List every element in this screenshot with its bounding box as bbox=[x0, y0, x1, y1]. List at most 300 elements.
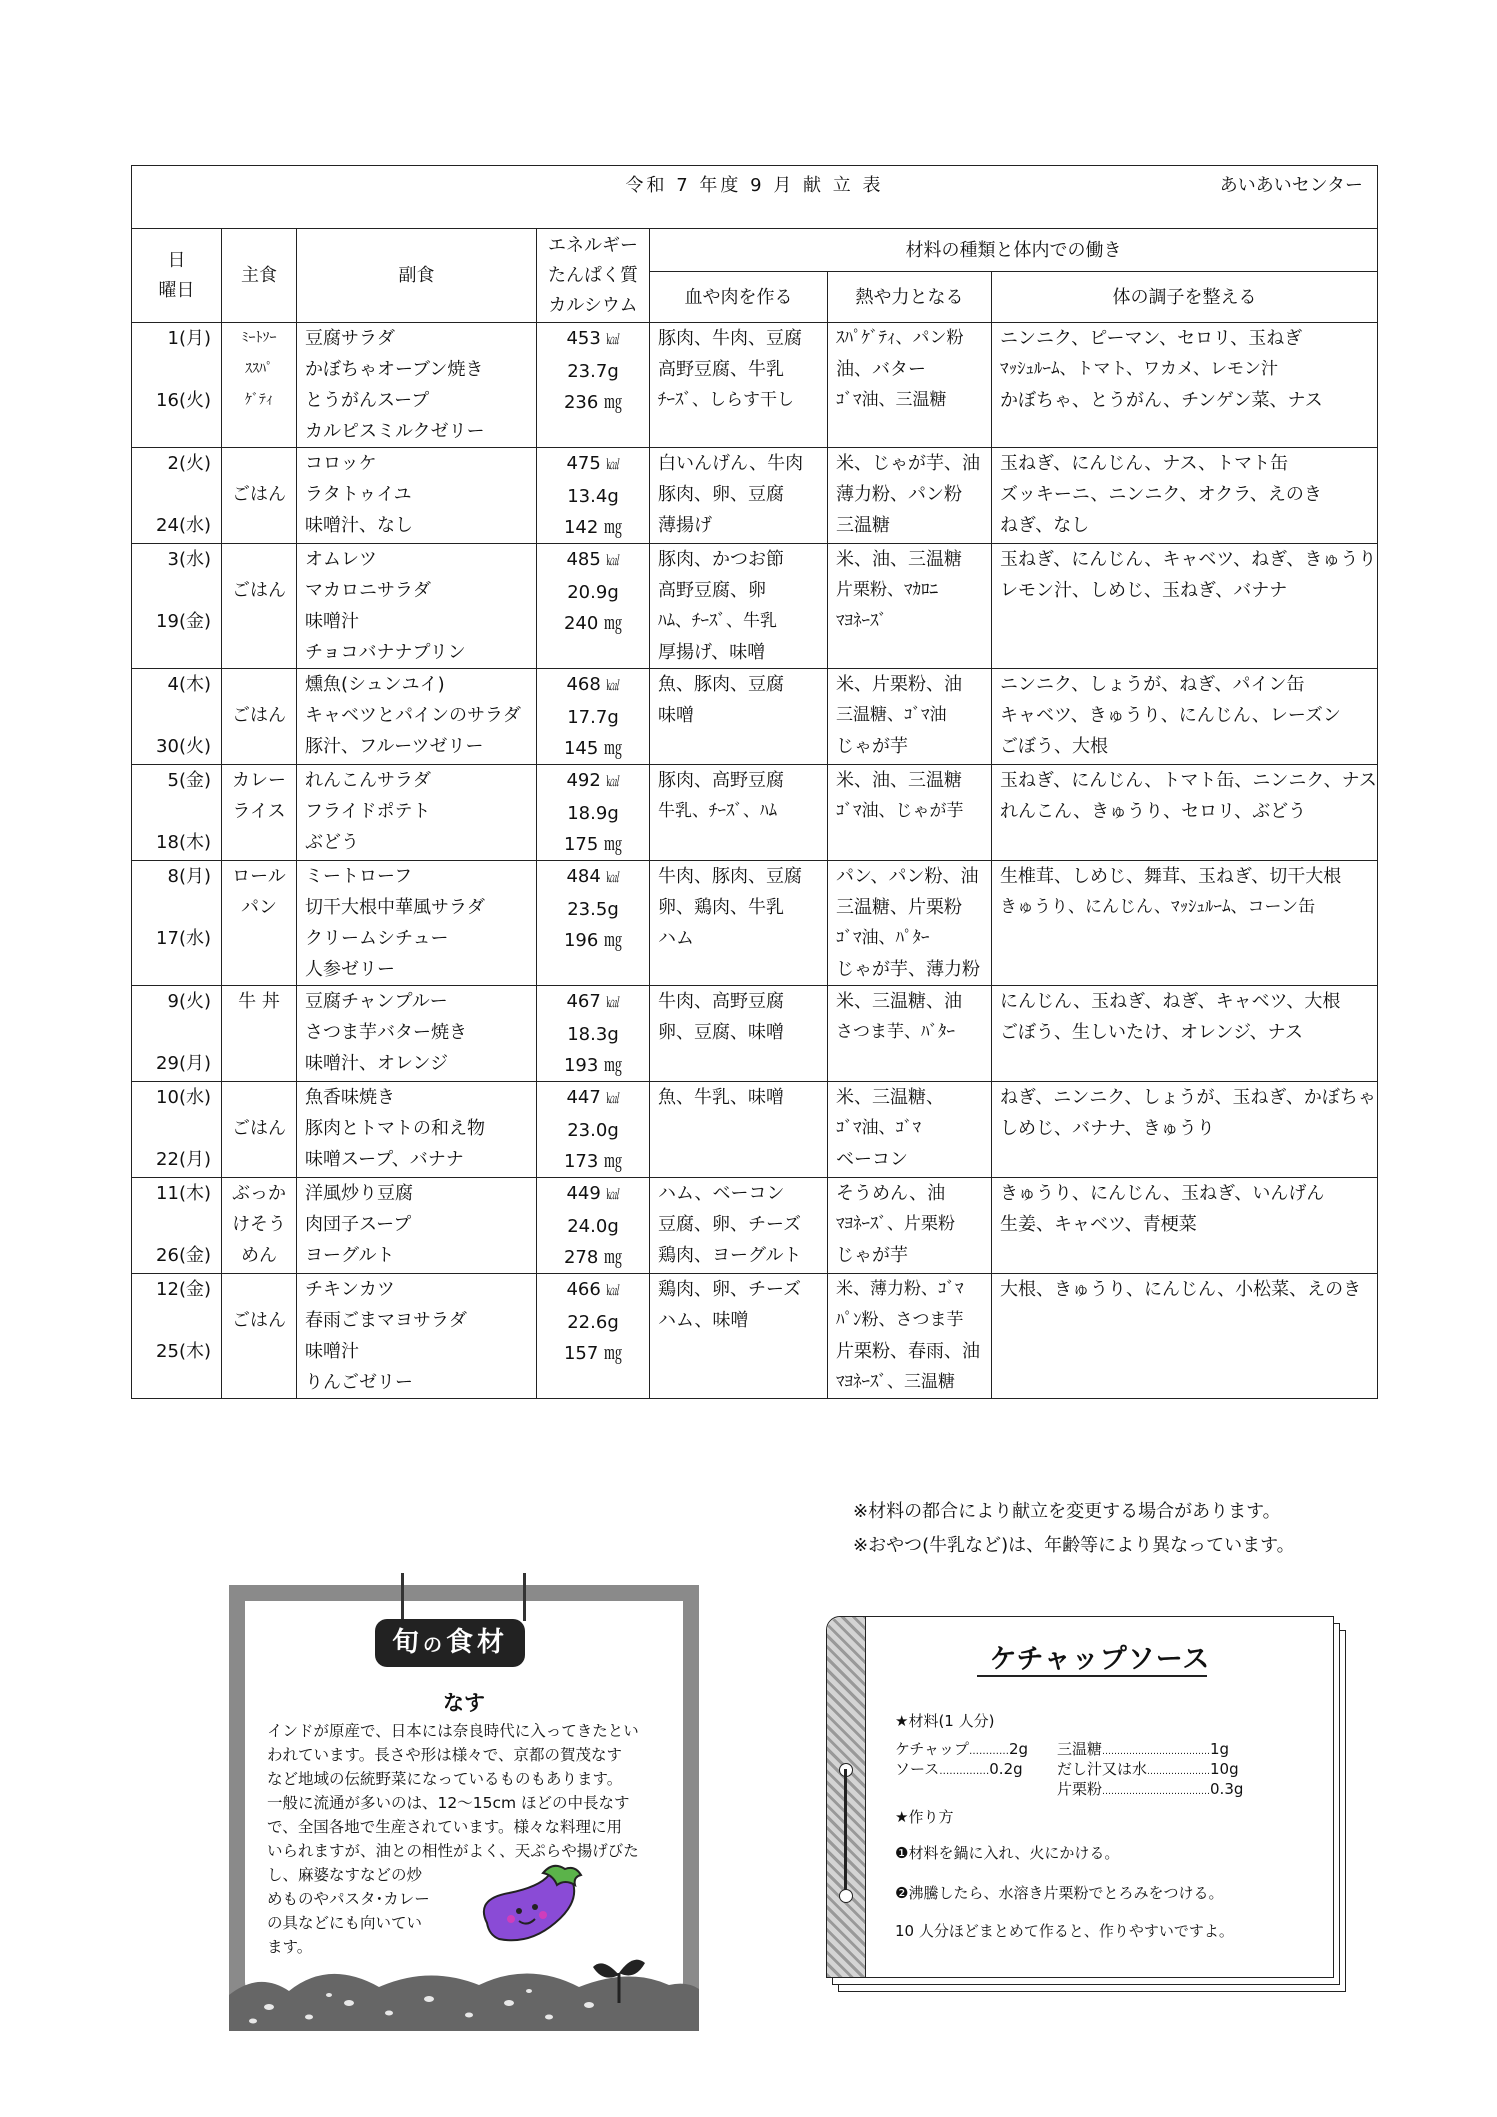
ingredient-amount: 10g bbox=[1210, 1760, 1239, 1778]
blood-ingredients-line: 鶏肉、卵、チーズ bbox=[658, 1279, 802, 1300]
staple-line: ロール bbox=[232, 866, 286, 887]
blood-ingredients-line: 卵、豆腐、味噌 bbox=[658, 1022, 784, 1043]
day-cell bbox=[132, 448, 222, 544]
energy-number: 475 bbox=[566, 453, 601, 474]
energy-ingredients bbox=[828, 544, 992, 669]
spacer bbox=[226, 1274, 292, 1305]
nutrition-cell bbox=[537, 986, 650, 1082]
day-first: 5(金) bbox=[167, 770, 211, 791]
ingredient-name: ケチャップ bbox=[895, 1740, 969, 1758]
condition-ingredients-line: 生椎茸、しめじ、舞茸、玉ねぎ、切干大根 bbox=[1000, 866, 1342, 887]
header-nut-calcium: カルシウム bbox=[548, 294, 638, 316]
staple-cell bbox=[222, 1274, 297, 1399]
day-second: 26(金) bbox=[156, 1245, 211, 1266]
staple-cell bbox=[222, 861, 297, 986]
side-dish-cell bbox=[297, 1082, 537, 1178]
energy-unit: ㎉ bbox=[606, 333, 620, 348]
side-dish: ミートローフ bbox=[305, 866, 413, 887]
blood-ingredients-line: 薄揚げ bbox=[658, 515, 712, 536]
header-day-bottom: 曜日 bbox=[158, 279, 195, 301]
energy-ingredients-line: ﾏﾖﾈｰｽﾞ、三温糖 bbox=[836, 1372, 955, 1392]
blood-ingredients-line: 白いんげん、牛肉 bbox=[658, 453, 804, 474]
condition-ingredients bbox=[992, 323, 1378, 448]
side-dish: 味噌汁、なし bbox=[305, 515, 413, 536]
ingredient-name: 片栗粉 bbox=[1057, 1780, 1103, 1798]
side-dish: かぼちゃオーブン焼き bbox=[305, 359, 484, 380]
condition-ingredients-line: しめじ、バナナ、きゅうり bbox=[1000, 1118, 1215, 1139]
energy-ingredients-line: 三温糖、片栗粉 bbox=[836, 897, 962, 918]
seasonal-topic: なす bbox=[443, 1691, 485, 1715]
side-dish: ラタトゥイユ bbox=[305, 484, 412, 505]
side-dish: オムレツ bbox=[305, 549, 377, 570]
condition-ingredients-line: レモン汁、しめじ、玉ねぎ、バナナ bbox=[1000, 580, 1288, 601]
ingredient-dots: ………………… bbox=[1147, 1767, 1211, 1777]
calcium-value: 173 ㎎ bbox=[563, 1151, 623, 1172]
protein-value: 13.4g bbox=[567, 486, 619, 507]
condition-ingredients-line: にんじん、玉ねぎ、ねぎ、キャベツ、大根 bbox=[1000, 991, 1341, 1012]
header-nutrition bbox=[537, 229, 650, 323]
energy-unit: ㎉ bbox=[606, 775, 620, 790]
seasonal-text-line: など地域の伝統野菜になっているものもあります。 bbox=[267, 1770, 623, 1788]
staple-cell bbox=[222, 986, 297, 1082]
side-dish: コロッケ bbox=[305, 453, 377, 474]
nutrition-cell bbox=[537, 1274, 650, 1399]
energy-ingredients-line: 米、油、三温糖 bbox=[836, 549, 962, 570]
staple-line: ごはん bbox=[232, 484, 286, 505]
energy-unit: ㎉ bbox=[606, 871, 620, 886]
day-cell bbox=[132, 669, 222, 765]
day-second: 19(金) bbox=[156, 611, 211, 632]
seasonal-text-line: インドが原産で、日本には奈良時代に入ってきたとい bbox=[267, 1722, 639, 1740]
side-dish: 味噌汁 bbox=[305, 1341, 359, 1362]
energy-ingredients-line: ｺﾞﾏ油、じゃが芋 bbox=[836, 801, 964, 821]
table-row bbox=[132, 1274, 1378, 1399]
blood-ingredients bbox=[650, 544, 828, 669]
calcium-value: 240 ㎎ bbox=[563, 613, 623, 634]
seasonal-text-line: し、麻婆なすなどの炒 bbox=[267, 1866, 423, 1884]
menu-title: 令和 7 年度 9 月 献 立 表 bbox=[625, 175, 884, 196]
side-dish: れんこんサラダ bbox=[305, 770, 431, 791]
day-cell bbox=[132, 765, 222, 861]
ingredient-dots: ……………………………… bbox=[1102, 1747, 1211, 1757]
calcium-value: 196 ㎎ bbox=[563, 930, 623, 951]
nutrition-cell bbox=[537, 861, 650, 986]
day-cell bbox=[132, 544, 222, 669]
staple-line: ぶっか bbox=[232, 1183, 286, 1204]
sign-text: 食材 bbox=[446, 1627, 508, 1658]
energy-number: 467 bbox=[566, 991, 601, 1012]
recipe-method-heading: ★作り方 bbox=[895, 1808, 954, 1826]
header-staple: 主食 bbox=[222, 229, 297, 323]
blood-ingredients-line: 高野豆腐、卵 bbox=[658, 580, 766, 601]
seasonal-text-line: の具などにも向いてい bbox=[267, 1914, 423, 1932]
energy-unit: ㎉ bbox=[606, 679, 620, 694]
energy-ingredients-line: ﾊﾟﾝ粉、さつま芋 bbox=[836, 1310, 964, 1330]
recipe-title-underline bbox=[977, 1675, 1207, 1677]
energy-ingredients-line: ｺﾞﾏ油、三温糖 bbox=[836, 390, 947, 410]
condition-ingredients bbox=[992, 861, 1378, 986]
blood-ingredients-line: 高野豆腐、牛乳 bbox=[658, 359, 784, 380]
ingredient-name: ソース bbox=[895, 1760, 940, 1778]
side-dish: ヨーグルト bbox=[305, 1245, 395, 1266]
protein-value: 22.6g bbox=[567, 1312, 619, 1333]
blood-ingredients-line: 魚、豚肉、豆腐 bbox=[658, 674, 784, 695]
condition-ingredients-line: ねぎ、なし bbox=[1000, 515, 1090, 536]
condition-ingredients-line: キャベツ、きゅうり、にんじん、レーズン bbox=[1000, 705, 1341, 726]
side-dish: クリームシチュー bbox=[305, 928, 449, 949]
blood-ingredients-line: 豚肉、かつお節 bbox=[658, 549, 784, 570]
recipe-materials-heading: ★材料(1 人分) bbox=[895, 1712, 995, 1730]
energy-value bbox=[545, 669, 641, 702]
protein-value: 18.3g bbox=[567, 1024, 619, 1045]
energy-unit: ㎉ bbox=[606, 458, 620, 473]
energy-ingredients-line: 米、じゃが芋、油 bbox=[836, 453, 980, 474]
eggplant-icon bbox=[469, 1863, 589, 1947]
energy-ingredients-line: 片栗粉、ﾏｶﾛﾆ bbox=[836, 580, 938, 600]
energy-ingredients-line: ｺﾞﾏ油、ｺﾞﾏ bbox=[836, 1118, 921, 1138]
header-condition: 体の調子を整える bbox=[992, 272, 1378, 323]
energy-ingredients bbox=[828, 1178, 992, 1274]
condition-ingredients-line: 大根、きゅうり、にんじん、小松菜、えのき bbox=[1000, 1279, 1362, 1300]
staple-cell bbox=[222, 544, 297, 669]
energy-unit: ㎉ bbox=[606, 554, 620, 569]
condition-ingredients bbox=[992, 1274, 1378, 1399]
energy-value bbox=[545, 448, 641, 481]
protein-value: 18.9g bbox=[567, 803, 619, 824]
condition-ingredients bbox=[992, 669, 1378, 765]
energy-number: 468 bbox=[566, 674, 601, 695]
protein-value: 23.5g bbox=[567, 899, 619, 920]
staple-cell bbox=[222, 765, 297, 861]
header-nut-energy: エネルギー bbox=[548, 234, 638, 256]
blood-ingredients-line: 豚肉、卵、豆腐 bbox=[658, 484, 784, 505]
seasonal-ingredient-panel bbox=[229, 1585, 699, 2031]
nutrition-cell bbox=[537, 544, 650, 669]
table-row bbox=[132, 669, 1378, 765]
day-first: 3(水) bbox=[167, 549, 211, 570]
staple-line: ごはん bbox=[232, 1310, 286, 1331]
table-row bbox=[132, 448, 1378, 544]
calcium-value: 145 ㎎ bbox=[563, 738, 623, 759]
blood-ingredients-line: ハム、ベーコン bbox=[658, 1183, 785, 1204]
menu-table bbox=[131, 165, 1378, 1399]
condition-ingredients-line: きゅうり、にんじん、ﾏｯｼｭﾙｰﾑ、コーン缶 bbox=[1000, 897, 1316, 917]
condition-ingredients bbox=[992, 765, 1378, 861]
seasonal-text-line: われています。長さや形は様々で、京都の賀茂なす bbox=[267, 1746, 622, 1764]
energy-ingredients bbox=[828, 448, 992, 544]
recipe-title: ケチャップソース bbox=[989, 1644, 1211, 1675]
spacer bbox=[226, 1082, 292, 1113]
binder-bar bbox=[844, 1769, 847, 1895]
staple-cell bbox=[222, 1082, 297, 1178]
day-first: 1(月) bbox=[167, 328, 211, 349]
side-dish-cell bbox=[297, 323, 537, 448]
seasonal-narrow-text bbox=[267, 1863, 462, 1959]
blood-ingredients bbox=[650, 1274, 828, 1399]
energy-ingredients-line: 米、薄力粉、ｺﾞﾏ bbox=[836, 1279, 964, 1299]
ingredient-name: だし汁又は水 bbox=[1057, 1760, 1148, 1778]
energy-number: 449 bbox=[566, 1183, 601, 1204]
organization-name: あいあいセンター bbox=[1219, 175, 1364, 196]
day-first: 10(水) bbox=[156, 1087, 211, 1108]
day-cell bbox=[132, 1274, 222, 1399]
menu-title-cell bbox=[132, 166, 1378, 229]
recipe-ingredient bbox=[1057, 1779, 1243, 1802]
staple-cell bbox=[222, 669, 297, 765]
blood-ingredients-line: 鶏肉、ヨーグルト bbox=[658, 1245, 802, 1266]
energy-ingredients bbox=[828, 1082, 992, 1178]
header-day bbox=[132, 229, 222, 323]
energy-value bbox=[545, 323, 641, 356]
blood-ingredients bbox=[650, 1178, 828, 1274]
energy-ingredients-line: じゃが芋 bbox=[836, 1245, 908, 1266]
table-row bbox=[132, 986, 1378, 1082]
energy-value bbox=[545, 1178, 641, 1211]
recipe-tip: 10 人分ほどまとめて作ると、作りやすいですよ。 bbox=[895, 1922, 1234, 1940]
condition-ingredients-line: ﾏｯｼｭﾙｰﾑ、トマト、ワカメ、レモン汁 bbox=[1000, 359, 1278, 379]
side-dish-cell bbox=[297, 1274, 537, 1399]
sign-text: の bbox=[422, 1634, 446, 1656]
side-dish-cell bbox=[297, 765, 537, 861]
blood-ingredients bbox=[650, 765, 828, 861]
blood-ingredients-line: 豆腐、卵、チーズ bbox=[658, 1214, 802, 1235]
condition-ingredients-line: れんこん、きゅうり、セロリ、ぶどう bbox=[1000, 801, 1307, 822]
energy-ingredients-line: そうめん、油 bbox=[836, 1183, 946, 1204]
blood-ingredients bbox=[650, 1082, 828, 1178]
energy-ingredients bbox=[828, 669, 992, 765]
day-cell bbox=[132, 323, 222, 448]
staple-cell bbox=[222, 323, 297, 448]
energy-value bbox=[545, 861, 641, 894]
condition-ingredients-line: ニンニク、しょうが、ねぎ、パイン缶 bbox=[1000, 674, 1305, 695]
calcium-value: 142 ㎎ bbox=[563, 517, 623, 538]
side-dish-cell bbox=[297, 1178, 537, 1274]
blood-ingredients-line: 厚揚げ、味噌 bbox=[658, 642, 766, 663]
condition-ingredients-line: 玉ねぎ、にんじん、キャベツ、ねぎ、きゅうり bbox=[1000, 549, 1377, 570]
blood-ingredients-line: ﾊﾑ、ﾁｰｽﾞ、牛乳 bbox=[658, 611, 777, 631]
recipe-card-front bbox=[826, 1616, 1334, 1978]
energy-ingredients-line: ﾏﾖﾈｰｽﾞ bbox=[836, 611, 887, 631]
condition-ingredients-line: ニンニク、ピーマン、セロリ、玉ねぎ bbox=[1000, 328, 1303, 349]
energy-ingredients-line: じゃが芋、薄力粉 bbox=[836, 959, 980, 980]
side-dish: 切干大根中華風サラダ bbox=[305, 897, 485, 918]
protein-value: 24.0g bbox=[567, 1216, 619, 1237]
condition-ingredients-line: ごぼう、大根 bbox=[1000, 736, 1108, 757]
energy-ingredients-line: ﾏﾖﾈｰｽﾞ、片栗粉 bbox=[836, 1214, 955, 1234]
blood-ingredients-line: ハム、味噌 bbox=[658, 1310, 749, 1331]
seasonal-sign bbox=[375, 1619, 525, 1667]
day-cell bbox=[132, 861, 222, 986]
energy-value bbox=[545, 986, 641, 1019]
table-row bbox=[132, 323, 1378, 448]
staple-cell bbox=[222, 448, 297, 544]
staple-line: めん bbox=[241, 1245, 277, 1266]
staple-line: ごはん bbox=[232, 1118, 286, 1139]
ingredient-dots: …………… bbox=[939, 1766, 990, 1777]
day-second: 16(火) bbox=[156, 390, 211, 411]
side-dish: 豆腐サラダ bbox=[305, 328, 395, 349]
ingredient-name: 三温糖 bbox=[1057, 1740, 1103, 1758]
condition-ingredients bbox=[992, 1082, 1378, 1178]
ingredient-dots: ………… bbox=[968, 1746, 1009, 1757]
condition-ingredients-line: 生姜、キャベツ、青梗菜 bbox=[1000, 1214, 1197, 1235]
side-dish: 春雨ごまマヨサラダ bbox=[305, 1310, 467, 1331]
nutrition-cell bbox=[537, 1082, 650, 1178]
energy-value bbox=[545, 544, 641, 577]
note-line: ※材料の都合により献立を変更する場合があります。 bbox=[853, 1501, 1281, 1522]
energy-ingredients-line: ｺﾞﾏ油、ﾊﾟﾀｰ bbox=[836, 928, 930, 948]
ingredient-amount: 2g bbox=[1008, 1740, 1029, 1758]
blood-ingredients-line: 牛肉、高野豆腐 bbox=[658, 991, 784, 1012]
side-dish: 豆腐チャンプルー bbox=[305, 991, 448, 1012]
side-dish: 燻魚(シュンユイ) bbox=[305, 674, 445, 695]
table-row bbox=[132, 1178, 1378, 1274]
blood-ingredients bbox=[650, 323, 828, 448]
side-dish: キャベツとパインのサラダ bbox=[305, 705, 521, 726]
energy-ingredients-line: ベーコン bbox=[836, 1149, 908, 1170]
spacer bbox=[226, 448, 292, 479]
menu-table-wrapper bbox=[131, 165, 1377, 1399]
side-dish-cell bbox=[297, 986, 537, 1082]
recipe-step: ❶材料を鍋に入れ、火にかける。 bbox=[895, 1844, 1120, 1862]
energy-value bbox=[545, 1274, 641, 1307]
header-side: 副食 bbox=[297, 229, 537, 323]
energy-unit: ㎉ bbox=[606, 996, 620, 1011]
blood-ingredients-line: 豚肉、牛肉、豆腐 bbox=[658, 328, 802, 349]
blood-ingredients-line: 卵、鶏肉、牛乳 bbox=[658, 897, 784, 918]
day-second: 24(水) bbox=[156, 515, 211, 536]
side-dish: フライドポテト bbox=[305, 801, 431, 822]
day-cell bbox=[132, 1082, 222, 1178]
day-first: 2(火) bbox=[167, 453, 211, 474]
side-dish: カルピスミルクゼリー bbox=[305, 421, 485, 442]
protein-value: 17.7g bbox=[567, 707, 619, 728]
seasonal-text-line: いられますが、油との相性がよく、天ぷらや揚げびた bbox=[267, 1842, 639, 1860]
header-ingredients-group: 材料の種類と体内での働き bbox=[650, 229, 1378, 272]
ingredient-dots: ……………………………… bbox=[1102, 1787, 1211, 1797]
energy-ingredients-line: ｽﾊﾟｹﾞﾃｨ、パン粉 bbox=[836, 328, 964, 348]
blood-ingredients bbox=[650, 448, 828, 544]
energy-value bbox=[545, 1082, 641, 1115]
seasonal-text-line: ます。 bbox=[267, 1938, 313, 1956]
recipe-card bbox=[826, 1616, 1346, 1994]
seasonal-text-line: 一般に流通が多いのは、12～15cm ほどの中長なす bbox=[267, 1794, 630, 1812]
blood-ingredients-line: 豚肉、高野豆腐 bbox=[658, 770, 784, 791]
side-dish: チョコバナナプリン bbox=[305, 642, 466, 663]
staple-line: ｹﾞﾃｨ bbox=[245, 392, 273, 408]
day-first: 4(木) bbox=[167, 674, 211, 695]
energy-ingredients-line: 米、油、三温糖 bbox=[836, 770, 962, 791]
header-blood: 血や肉を作る bbox=[650, 272, 828, 323]
header-day-top: 日 bbox=[167, 249, 186, 271]
energy-ingredients bbox=[828, 323, 992, 448]
protein-value: 20.9g bbox=[567, 582, 619, 603]
side-dish-cell bbox=[297, 448, 537, 544]
nutrition-cell bbox=[537, 765, 650, 861]
side-dish: チキンカツ bbox=[305, 1279, 395, 1300]
note-line: ※おやつ(牛乳など)は、年齢等により異なっています。 bbox=[853, 1535, 1295, 1556]
nutrition-cell bbox=[537, 669, 650, 765]
side-dish: 魚香味焼き bbox=[305, 1087, 395, 1108]
side-dish: 肉団子スープ bbox=[305, 1214, 412, 1235]
day-first: 12(金) bbox=[156, 1279, 211, 1300]
ingredient-amount: 0.3g bbox=[1210, 1780, 1244, 1798]
blood-ingredients-line: 魚、牛乳、味噌 bbox=[658, 1087, 784, 1108]
staple-line: ごはん bbox=[232, 580, 286, 601]
energy-ingredients bbox=[828, 1274, 992, 1399]
sign-text: 旬 bbox=[391, 1627, 423, 1658]
condition-ingredients bbox=[992, 1178, 1378, 1274]
table-row bbox=[132, 544, 1378, 669]
calcium-value: 157 ㎎ bbox=[563, 1343, 623, 1364]
day-second: 22(月) bbox=[156, 1149, 211, 1170]
energy-ingredients bbox=[828, 765, 992, 861]
ingredient-amount: 0.2g bbox=[989, 1760, 1023, 1778]
side-dish: 豚肉とトマトの和え物 bbox=[305, 1118, 485, 1139]
recipe-ingredient bbox=[895, 1759, 1023, 1782]
energy-ingredients bbox=[828, 861, 992, 986]
header-nut-protein: たんぱく質 bbox=[548, 264, 638, 286]
side-dish: 味噌スープ、バナナ bbox=[305, 1149, 464, 1170]
energy-number: 484 bbox=[566, 866, 601, 887]
day-cell bbox=[132, 1178, 222, 1274]
day-first: 8(月) bbox=[167, 866, 211, 887]
energy-ingredients-line: 片栗粉、春雨、油 bbox=[836, 1341, 980, 1362]
condition-ingredients bbox=[992, 986, 1378, 1082]
binder-ring-icon bbox=[839, 1889, 853, 1903]
condition-ingredients bbox=[992, 448, 1378, 544]
blood-ingredients bbox=[650, 986, 828, 1082]
staple-line: ｽｽﾊﾟ bbox=[245, 361, 273, 377]
staple-line: 牛 丼 bbox=[238, 991, 280, 1012]
energy-ingredients-line: さつま芋、ﾊﾞﾀｰ bbox=[836, 1022, 955, 1042]
side-dish: とうがんスープ bbox=[305, 390, 430, 411]
nutrition-cell bbox=[537, 1178, 650, 1274]
side-dish: 味噌汁、オレンジ bbox=[305, 1053, 449, 1074]
energy-ingredients-line: 薄力粉、パン粉 bbox=[836, 484, 962, 505]
staple-line: ごはん bbox=[232, 705, 286, 726]
day-first: 9(火) bbox=[167, 991, 211, 1012]
side-dish-cell bbox=[297, 861, 537, 986]
condition-ingredients-line: きゅうり、にんじん、玉ねぎ、いんげん bbox=[1000, 1183, 1325, 1204]
condition-ingredients-line: 玉ねぎ、にんじん、トマト缶、ニンニク、ナス bbox=[1000, 770, 1377, 791]
table-row bbox=[132, 765, 1378, 861]
blood-ingredients-line: 味噌 bbox=[658, 705, 694, 726]
day-cell bbox=[132, 986, 222, 1082]
sprout-icon bbox=[589, 1953, 649, 2003]
energy-ingredients-line: 油、バター bbox=[836, 359, 926, 380]
ingredient-amount: 1g bbox=[1210, 1740, 1230, 1758]
energy-number: 466 bbox=[566, 1279, 601, 1300]
calcium-value: 236 ㎎ bbox=[563, 392, 623, 413]
nutrition-cell bbox=[537, 323, 650, 448]
condition-ingredients-line: ズッキーニ、ニンニク、オクラ、えのき bbox=[1000, 484, 1322, 505]
energy-ingredients-line: じゃが芋 bbox=[836, 736, 908, 757]
day-first: 11(木) bbox=[156, 1183, 211, 1204]
energy-unit: ㎉ bbox=[606, 1092, 620, 1107]
energy-number: 447 bbox=[566, 1087, 601, 1108]
day-second: 18(木) bbox=[156, 832, 211, 853]
blood-ingredients-line: ﾁｰｽﾞ、しらす干し bbox=[658, 390, 794, 410]
staple-cell bbox=[222, 1178, 297, 1274]
side-dish: マカロニサラダ bbox=[305, 580, 431, 601]
energy-ingredients-line: パン、パン粉、油 bbox=[836, 866, 979, 887]
day-second: 17(水) bbox=[156, 928, 211, 949]
energy-ingredients bbox=[828, 986, 992, 1082]
condition-ingredients-line: ごぼう、生しいたけ、オレンジ、ナス bbox=[1000, 1022, 1303, 1043]
condition-ingredients-line: ねぎ、ニンニク、しょうが、玉ねぎ、かぼちゃ bbox=[1000, 1087, 1376, 1108]
protein-value: 23.7g bbox=[567, 361, 619, 382]
